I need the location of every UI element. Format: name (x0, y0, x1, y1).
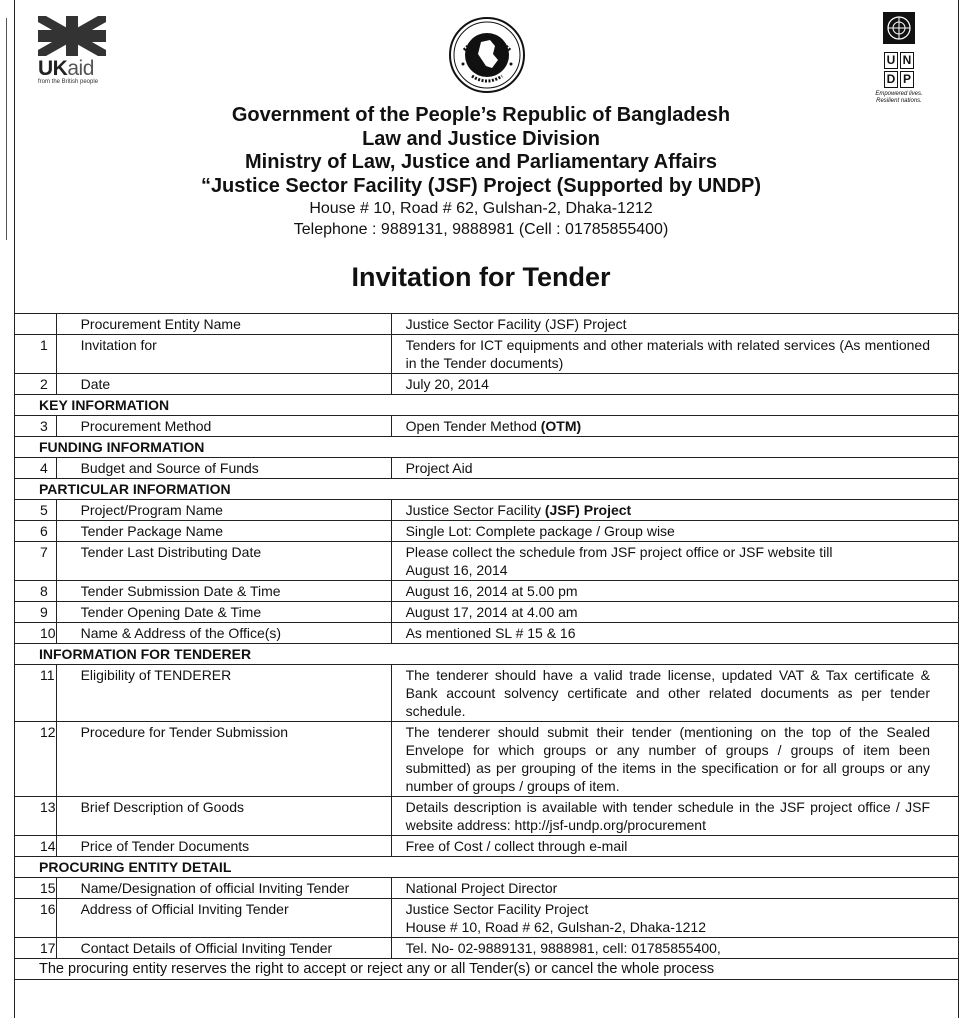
table-row (15, 521, 959, 542)
ukaid-wordmark (38, 58, 108, 80)
table-row (15, 335, 959, 374)
row-value-text: Details description is available with tender schedule in the JSF project office / JSF website address: http://jsf-undp.org/procurement (405, 799, 930, 833)
section-row (15, 857, 959, 878)
ukaid-logo (38, 16, 108, 85)
row-value (391, 521, 958, 542)
undp-letter-n: N (900, 52, 914, 69)
row-value (391, 335, 958, 374)
undp-tagline-2: Resilient nations. (876, 98, 922, 104)
header-project: “Justice Sector Facility (JSF) Project (Supported by UNDP) (200, 174, 762, 197)
row-field: Tender Submission Date & Time (56, 581, 391, 602)
row-value (391, 722, 958, 797)
row-field: Invitation for (56, 335, 391, 374)
un-emblem-icon (883, 12, 915, 44)
row-serial (15, 314, 57, 335)
table-row (15, 416, 959, 437)
row-serial: 11 (15, 665, 57, 722)
row-value (391, 938, 958, 959)
row-serial: 1 (15, 335, 57, 374)
section-row (15, 437, 959, 458)
row-serial: 4 (15, 458, 57, 479)
row-value-text: August 16, 2014 at 5.00 pm (405, 583, 578, 599)
row-value (391, 374, 958, 395)
table-row (15, 665, 959, 722)
section-heading: FUNDING INFORMATION (15, 437, 959, 458)
row-value-bold: (OTM) (540, 418, 582, 434)
row-value-text: As mentioned SL # 15 & 16 (405, 625, 576, 641)
row-value (391, 878, 958, 899)
row-serial: 10 (15, 623, 57, 644)
row-value (391, 581, 958, 602)
row-value-text: Free of Cost / collect through e-mail (405, 838, 628, 854)
undp-tagline-1: Empowered lives. (875, 91, 923, 97)
row-serial: 5 (15, 500, 57, 521)
section-heading: INFORMATION FOR TENDERER (15, 644, 959, 665)
section-heading: PARTICULAR INFORMATION (15, 479, 959, 500)
row-field: Budget and Source of Funds (56, 458, 391, 479)
row-serial: 12 (15, 722, 57, 797)
undp-letter-d: D (884, 71, 898, 88)
footer-row (15, 959, 959, 980)
row-value (391, 542, 958, 581)
row-value-text: National Project Director (405, 880, 558, 896)
row-field: Name/Designation of official Inviting Tender (56, 878, 391, 899)
table-row (15, 623, 959, 644)
row-value (391, 623, 958, 644)
row-serial: 2 (15, 374, 57, 395)
table-row (15, 500, 959, 521)
table-row (15, 878, 959, 899)
row-field: Tender Package Name (56, 521, 391, 542)
undp-letter-p: P (900, 71, 914, 88)
row-value (391, 797, 958, 836)
table-row (15, 374, 959, 395)
row-field: Date (56, 374, 391, 395)
ukaid-word-uk: UK (38, 57, 68, 80)
row-value (391, 665, 958, 722)
row-value-line2: August 16, 2014 (405, 562, 508, 578)
row-serial: 3 (15, 416, 57, 437)
section-row (15, 395, 959, 416)
section-row (15, 479, 959, 500)
row-serial: 7 (15, 542, 57, 581)
row-value-text: August 17, 2014 at 4.00 am (405, 604, 578, 620)
table-row (15, 938, 959, 959)
header-government: Government of the People’s Republic of Bangladesh (231, 104, 731, 126)
header-division: Law and Justice Division (362, 127, 600, 150)
row-value-text: Justice Sector Facility (405, 502, 545, 518)
row-serial: 8 (15, 581, 57, 602)
undp-logo (867, 12, 931, 105)
row-field: Brief Description of Goods (56, 797, 391, 836)
row-value-text: Please collect the schedule from JSF project office or JSF website till (405, 544, 833, 560)
union-flag-icon (38, 16, 106, 56)
row-value-text: Single Lot: Complete package / Group wise (405, 523, 675, 539)
row-serial: 16 (15, 899, 57, 938)
row-field: Price of Tender Documents (56, 836, 391, 857)
undp-letter-grid (867, 52, 931, 88)
row-serial: 17 (15, 938, 57, 959)
table-row (15, 581, 959, 602)
row-serial: 15 (15, 878, 57, 899)
tender-table (14, 313, 959, 980)
row-field: Eligibility of TENDERER (56, 665, 391, 722)
row-serial: 6 (15, 521, 57, 542)
footer-note: The procuring entity reserves the right to accept or reject any or all Tender(s) or cancel the whole process (15, 959, 959, 980)
row-value-bold: (JSF) Project (544, 502, 632, 518)
table-row (15, 836, 959, 857)
row-value (391, 602, 958, 623)
row-field: Tender Opening Date & Time (56, 602, 391, 623)
table-row (15, 797, 959, 836)
government-seal-icon (448, 16, 526, 94)
document-header (0, 104, 962, 240)
row-value-text: Justice Sector Facility (JSF) Project (405, 316, 627, 332)
row-value-text: Justice Sector Facility Project (405, 901, 589, 917)
row-value-text: The tenderer should submit their tender (mentioning on the top of the Sealed Envelope for which groups or any number of groups / groups of item been submitted) as per grouping of the items in the specification or for all groups or any number of groups / groups of item. (405, 724, 930, 794)
table-row (15, 542, 959, 581)
row-field: Procurement Entity Name (56, 314, 391, 335)
undp-tagline (867, 91, 931, 105)
row-value (391, 836, 958, 857)
table-row (15, 899, 959, 938)
undp-letter-u: U (884, 52, 898, 69)
row-serial: 14 (15, 836, 57, 857)
row-field: Tender Last Distributing Date (56, 542, 391, 581)
table-row (15, 314, 959, 335)
row-serial: 13 (15, 797, 57, 836)
row-serial: 9 (15, 602, 57, 623)
row-value (391, 458, 958, 479)
row-value-text: The tenderer should have a valid trade license, updated VAT & Tax certificate & Bank account solvency certificate and other related documents as per tender schedule. (405, 667, 930, 719)
section-heading: PROCURING ENTITY DETAIL (15, 857, 959, 878)
row-value-text: Open Tender Method (405, 418, 541, 434)
row-value-text: Tel. No- 02-9889131, 9888981, cell: 01785855400, (405, 940, 721, 956)
row-value (391, 500, 958, 521)
row-field: Address of Official Inviting Tender (56, 899, 391, 938)
row-field: Contact Details of Official Inviting Tender (56, 938, 391, 959)
page-title: Invitation for Tender (351, 262, 611, 292)
row-value-text: Project Aid (405, 460, 473, 476)
ukaid-word-aid: aid (67, 57, 94, 80)
header-address: House # 10, Road # 62, Gulshan-2, Dhaka-1212 (309, 200, 653, 217)
row-field: Procurement Method (56, 416, 391, 437)
row-value (391, 314, 958, 335)
row-field: Procedure for Tender Submission (56, 722, 391, 797)
row-value-text: Tenders for ICT equipments and other materials with related services (As mentioned in the Tender documents) (405, 337, 930, 371)
row-value (391, 899, 958, 938)
row-field: Project/Program Name (56, 500, 391, 521)
table-row (15, 722, 959, 797)
header-ministry: Ministry of Law, Justice and Parliamentary Affairs (245, 151, 717, 173)
section-heading: KEY INFORMATION (15, 395, 959, 416)
ukaid-tagline: from the British people (38, 79, 99, 85)
section-row (15, 644, 959, 665)
table-row (15, 458, 959, 479)
table-row (15, 602, 959, 623)
row-value-text: July 20, 2014 (405, 376, 489, 392)
row-field: Name & Address of the Office(s) (56, 623, 391, 644)
row-value (391, 416, 958, 437)
row-value-line2: House # 10, Road # 62, Gulshan-2, Dhaka-1212 (405, 919, 706, 935)
header-telephone: Telephone : 9889131, 9888981 (Cell : 01785855400) (293, 221, 669, 238)
